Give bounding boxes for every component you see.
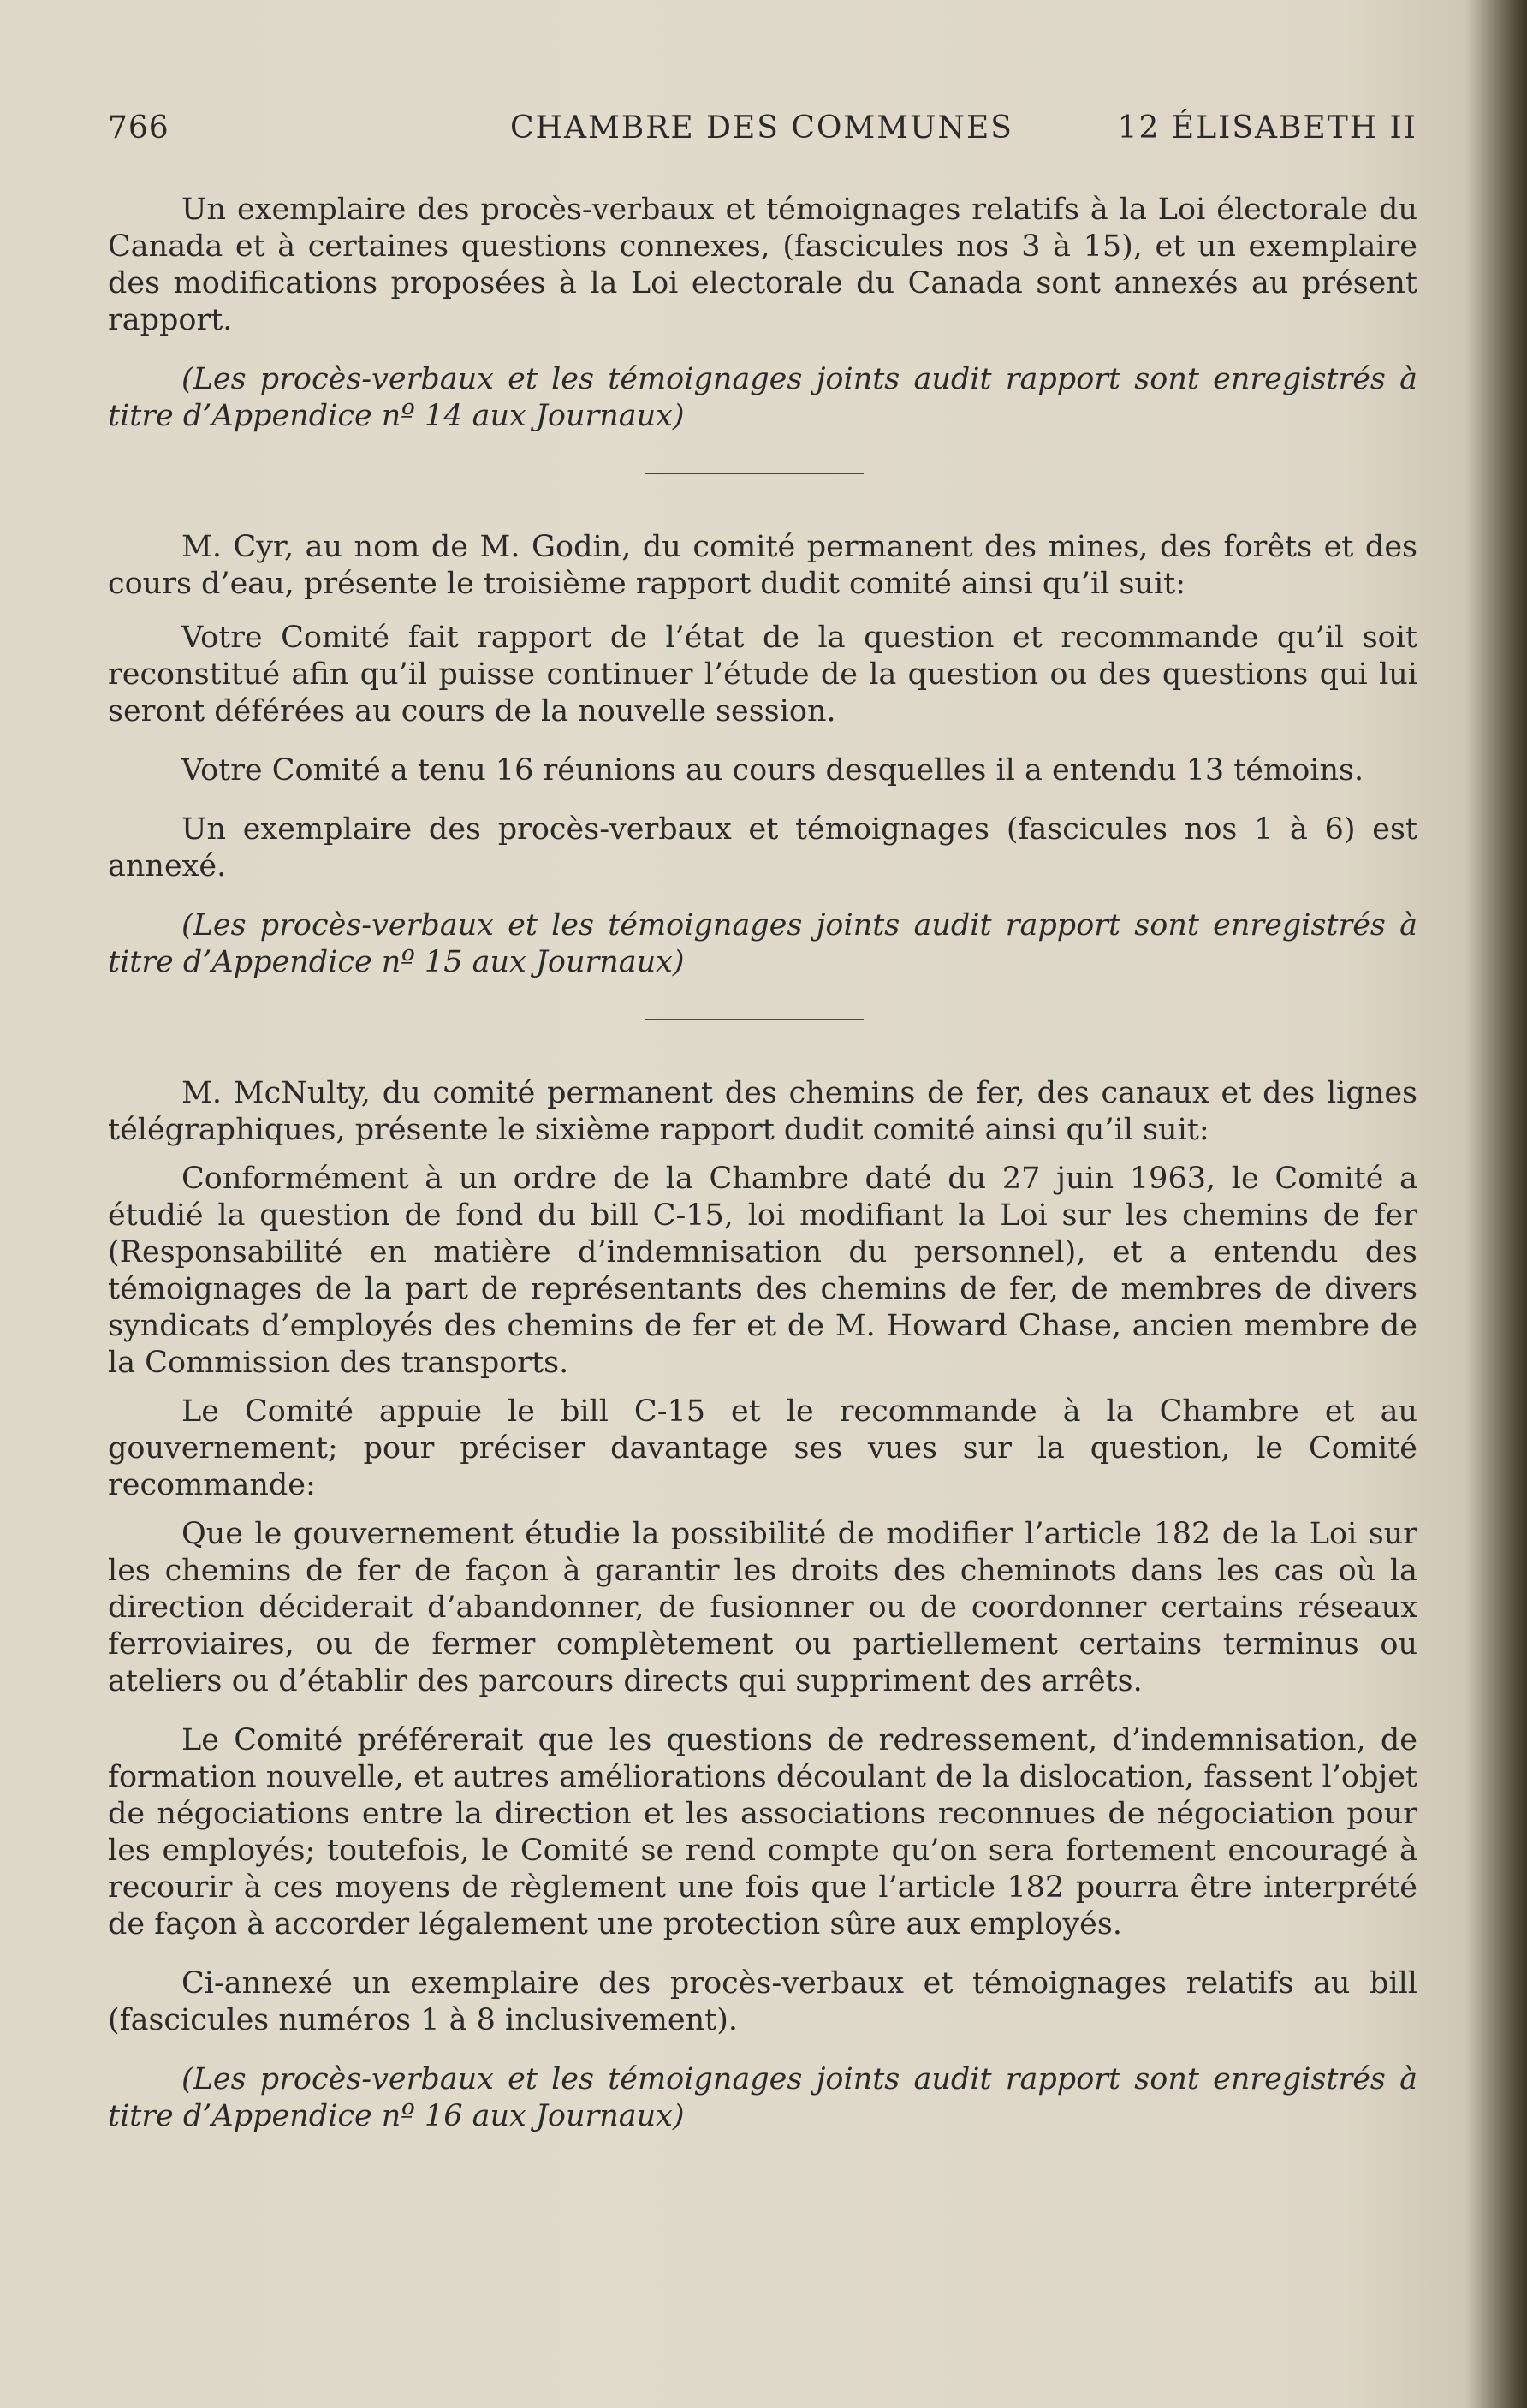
paragraph-committee-status: Votre Comité fait rapport de l’état de la question et recommande qu’il soit reconstitué afin qu’il puisse continuer l’étude de la question ou des questions qui lui seront déférées au cours de la nouvelle session. <box>108 621 1417 728</box>
appendix-note-15: (Les procès-verbaux et les témoignages joints audit rapport sont enregistrés à titre d’Appendice nº 15 aux Journaux) <box>108 908 1417 979</box>
running-header <box>108 110 1417 158</box>
page-number: 766 <box>108 110 169 146</box>
paragraph-cyr-report: M. Cyr, au nom de M. Godin, du comité permanent des mines, des forêts et des cours d’eau, présente le troisième rapport dudit comité ainsi qu’il suit: <box>108 530 1417 601</box>
paragraph-meetings: Votre Comité a tenu 16 réunions au cours desquelles il a entendu 13 témoins. <box>181 753 1364 788</box>
section-divider <box>645 473 864 474</box>
page-content <box>108 110 1417 2161</box>
paragraph-annex-electoral: Un exemplaire des procès-verbaux et témoignages relatifs à la Loi électorale du Canada et à certaines questions connexes, (fascicules nos 3 à 15), et un exemplaire des modifications proposées à la Loi electorale du Canada sont annexés au présent rapport. <box>108 193 1417 337</box>
section-divider <box>645 1019 864 1020</box>
appendix-note-16: (Les procès-verbaux et les témoignages joints audit rapport sont enregistrés à titre d’Appendice nº 16 aux Journaux) <box>108 2062 1417 2133</box>
paragraph-annex-fascicules: Un exemplaire des procès-verbaux et témoignages (fascicules nos 1 à 6) est annexé. <box>108 812 1417 883</box>
paragraph-article-182: Que le gouvernement étudie la possibilité de modifier l’article 182 de la Loi sur les chemins de fer de façon à garantir les droits des cheminots dans les cas où la direction déciderait d’abandonner, de fusionner ou de coordonner certains réseaux ferroviaires, ou de fermer complètement ou partiellement certains terminus ou ateliers ou d’établir des parcours directs qui suppriment des arrêts. <box>108 1517 1417 1698</box>
paragraph-annex-bill: Ci-annexé un exemplaire des procès-verbaux et témoignages relatifs au bill (fascicules numéros 1 à 8 inclusivement). <box>108 1966 1417 2037</box>
running-title: CHAMBRE DES COMMUNES <box>510 110 1013 146</box>
paragraph-bill-c15-study: Conformément à un ordre de la Chambre daté du 27 juin 1963, le Comité a étudié la question de fond du bill C-15, loi modifiant la Loi sur les chemins de fer (Responsabilité en matière d’indemnisation du personnel), et a entendu des témoignages de la part de représentants des chemins de fer, de membres de divers syndicats d’employés des chemins de fer et de M. Howard Chase, ancien membre de la Commission des transports. <box>108 1162 1417 1380</box>
appendix-note-14: (Les procès-verbaux et les témoignages joints audit rapport sont enregistrés à titre d’Appendice nº 14 aux Journaux) <box>108 362 1417 433</box>
session-label: 12 ÉLISABETH II <box>1117 110 1417 146</box>
paragraph-bill-support: Le Comité appuie le bill C-15 et le recommande à la Chambre et au gouvernement; pour préciser davantage ses vues sur la question, le Comité recommande: <box>108 1394 1417 1502</box>
paragraph-mcnulty-report: M. McNulty, du comité permanent des chemins de fer, des canaux et des lignes télégraphiques, présente le sixième rapport dudit comité ainsi qu’il suit: <box>108 1076 1417 1147</box>
paragraph-negotiations: Le Comité préférerait que les questions de redressement, d’indemnisation, de formation nouvelle, et autres améliorations découlant de la dislocation, fassent l’objet de négociations entre la direction et les associations reconnues de négociation pour les employés; toutefois, le Comité se rend compte qu’on sera fortement encouragé à recourir à ces moyens de règlement une fois que l’article 182 pourra être interprété de façon à accorder légalement une protection sûre aux employés. <box>108 1723 1417 1941</box>
